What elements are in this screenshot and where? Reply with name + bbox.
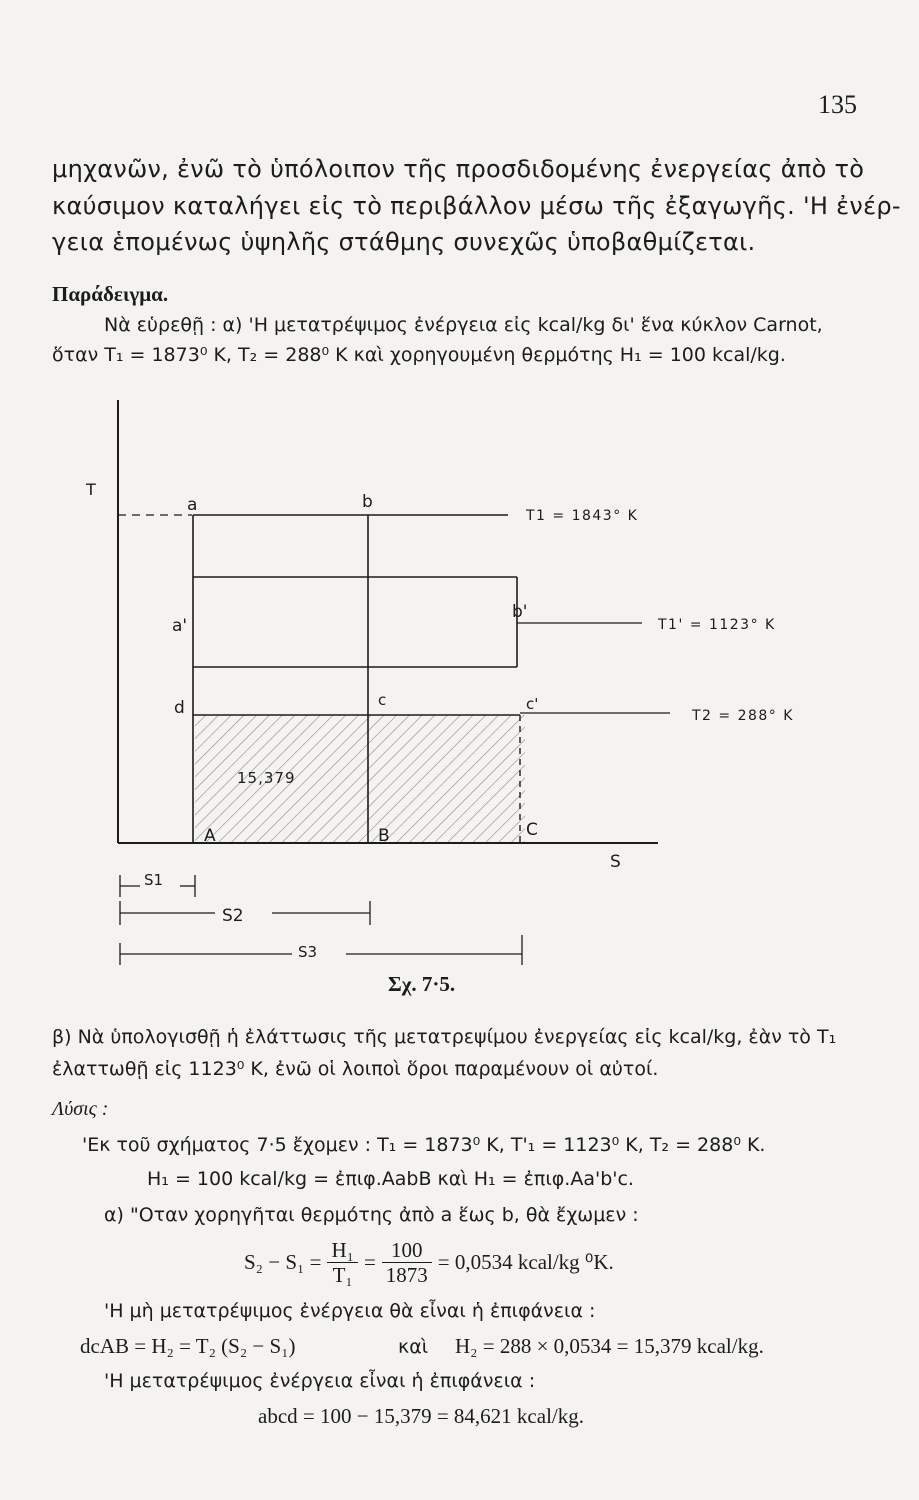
eq-lhs: S₂ − S₁ = bbox=[244, 1250, 322, 1274]
solution-heat-eq: H₁ = 100 kcal/kg = ἐπιφ.AabB καὶ H₁ = ἐπιφ.Aa'b'c. bbox=[147, 1168, 634, 1190]
x-axis-label: S bbox=[610, 852, 621, 872]
solution-heading: Λύσις : bbox=[52, 1098, 109, 1120]
label-d: d bbox=[174, 698, 185, 718]
solution-case-a: α) "Οταν χορηγῆται θερμότης ἀπὸ a ἕως b, θὰ ἔχωμεν : bbox=[104, 1204, 639, 1226]
entropy-equation bbox=[244, 1238, 614, 1287]
part-b-line-2: ἐλαττωθῇ εἰς 1123⁰ K, ἐνῶ οἱ λοιποὶ ὅροι παραμένουν οἱ αὐτοί. bbox=[52, 1058, 659, 1080]
label-a: a bbox=[187, 495, 198, 515]
intro-line-1: μηχανῶν, ἐνῶ τὸ ὑπόλοιπον τῆς προσδιδομένης ἐνεργείας ἀπὸ τὸ bbox=[52, 155, 865, 183]
label-c: c bbox=[378, 691, 387, 709]
eq-den-1: T₁ bbox=[332, 1263, 353, 1287]
solution-from-figure: 'Εκ τοῦ σχήματος 7·5 ἔχομεν : T₁ = 1873⁰ K, T'₁ = 1123⁰ K, T₂ = 288⁰ K. bbox=[82, 1134, 766, 1156]
label-t1: T1 = 1843° K bbox=[526, 508, 639, 524]
intro-line-2: καύσιμον καταλήγει εἰς τὸ περιβάλλον μέσω τῆς ἐξαγωγῆς. 'Η ἐνέρ- bbox=[52, 192, 901, 220]
convertible-eq: abcd = 100 − 15,379 = 84,621 kcal/kg. bbox=[258, 1404, 584, 1428]
label-bprime: b' bbox=[512, 602, 528, 622]
y-axis-label: T bbox=[86, 480, 96, 499]
convertible-text: 'Η μετατρέψιμος ἐνέργεια εἶναι ἡ ἐπιφάνεια : bbox=[104, 1370, 536, 1392]
nonconvertible-and: καὶ bbox=[398, 1336, 429, 1358]
eq-equals: = bbox=[363, 1250, 376, 1274]
problem-line-1: Νὰ εὑρεθῇ : α) 'Η μετατρέψιμος ἐνέργεια εἰς kcal/kg δι' ἕνα κύκλον Carnot, bbox=[104, 314, 823, 336]
page-number: 135 bbox=[818, 90, 857, 119]
eq-num-2: 100 bbox=[382, 1238, 432, 1263]
area-value: 15,379 bbox=[237, 769, 296, 787]
eq-num-1: H₁ bbox=[327, 1238, 358, 1263]
label-C: C bbox=[526, 820, 538, 840]
nonconvertible-eq-right: H₂ = 288 × 0,0534 = 15,379 kcal/kg. bbox=[455, 1334, 764, 1358]
label-t1prime: T1' = 1123° K bbox=[658, 617, 776, 633]
label-B: B bbox=[378, 826, 390, 846]
label-cprime: c' bbox=[526, 695, 539, 713]
s1-label: S1 bbox=[144, 871, 164, 889]
part-b-line-1: β) Νὰ ὑπολογισθῇ ἡ ἐλάττωσις τῆς μετατρεψίμου ἐνεργείας εἰς kcal/kg, ἐὰν τὸ T₁ bbox=[52, 1026, 837, 1048]
label-aprime: a' bbox=[172, 616, 188, 636]
eq-result: = 0,0534 kcal/kg ⁰K. bbox=[437, 1250, 614, 1274]
problem-line-2: ὅταν T₁ = 1873⁰ K, T₂ = 288⁰ K καὶ χορηγουμένη θερμότης H₁ = 100 kcal/kg. bbox=[52, 344, 786, 366]
s2-label: S2 bbox=[222, 906, 244, 926]
eq-den-2: 1873 bbox=[385, 1263, 428, 1287]
eq-fraction-1 bbox=[327, 1238, 358, 1287]
eq-fraction-2 bbox=[382, 1238, 432, 1287]
label-b: b bbox=[362, 492, 373, 512]
intro-line-3: γεια ἑπομένως ὑψηλῆς στάθμης συνεχῶς ὑποβαθμίζεται. bbox=[52, 228, 756, 256]
nonconvertible-text: 'Η μὴ μετατρέψιμος ἐνέργεια θὰ εἶναι ἡ ἐπιφάνεια : bbox=[104, 1300, 596, 1322]
label-t2: T2 = 288° K bbox=[692, 708, 794, 724]
nonconvertible-eq-left: dcAB = H₂ = T₂ (S₂ − S₁) bbox=[80, 1334, 296, 1358]
figure-caption: Σχ. 7·5. bbox=[388, 972, 456, 996]
s3-label: S3 bbox=[298, 943, 318, 961]
figure-7-5 bbox=[80, 395, 840, 995]
label-A: A bbox=[204, 826, 216, 846]
example-heading: Παράδειγμα. bbox=[52, 282, 169, 306]
